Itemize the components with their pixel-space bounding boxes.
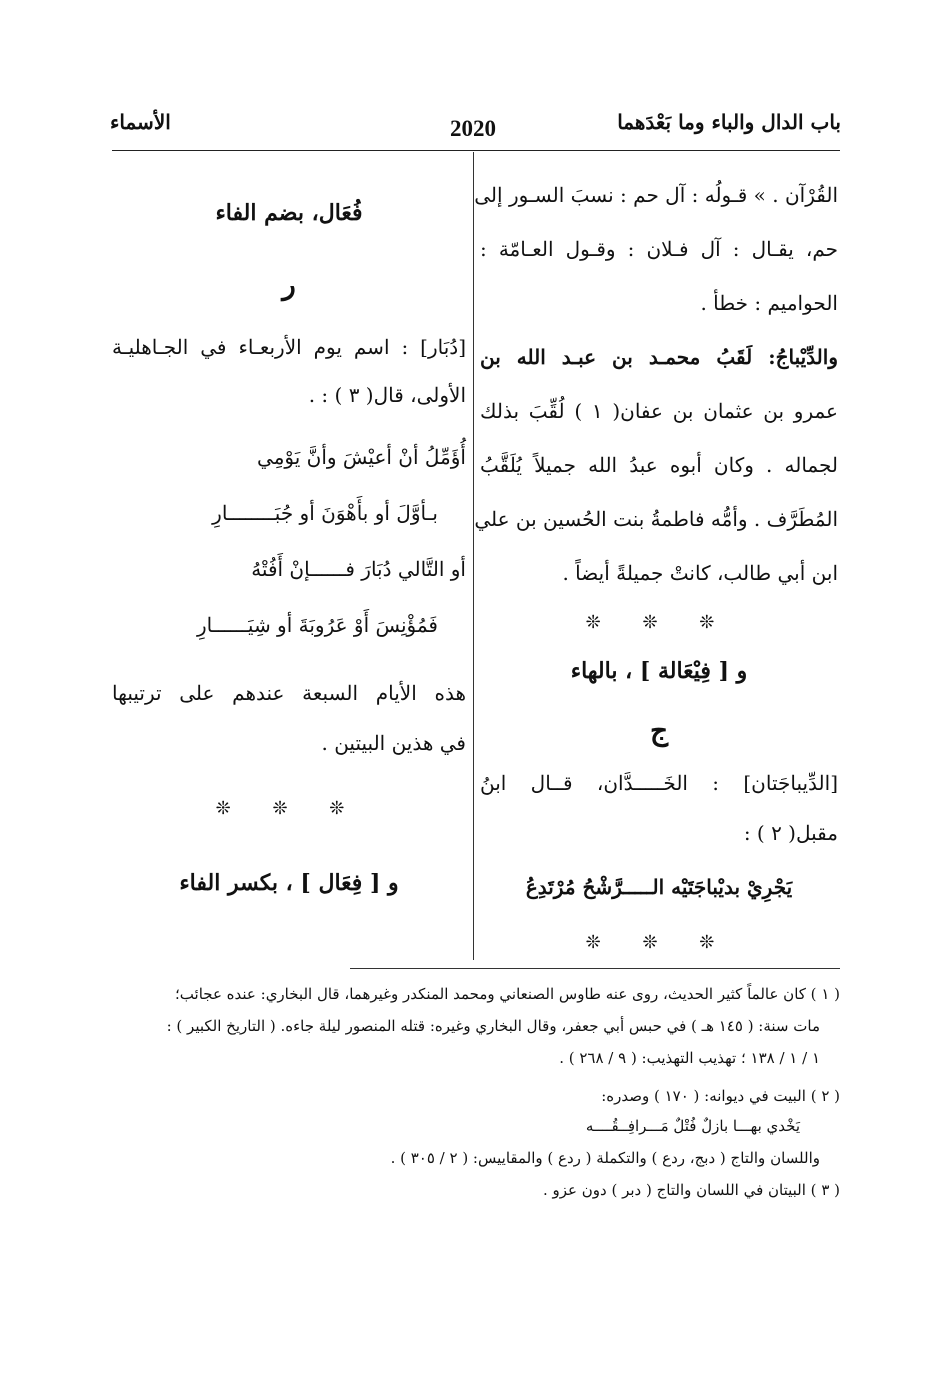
verse-line: أو التَّالي دُبَارَ فــــــإنْ أَفُتْهُ xyxy=(251,557,466,581)
footnote-line: ( ١ ) كان عالماً كثير الحديث، روى عنه طاوس الصنعاني ومحمد المنكدر وغيرهما، قال البخاري: عنده عجائب؛ xyxy=(175,985,840,1003)
section-separator-stars: ❊ ❊ ❊ xyxy=(585,612,733,633)
text-line: المُطَرَّف . وأمُّه فاطمةُ بنت الحُسين بن علي xyxy=(474,507,838,531)
section-separator-stars: ❊ ❊ ❊ xyxy=(585,932,733,953)
header-section-title: الأسماء xyxy=(110,110,171,134)
text-line: حم، يقـال : آل فـلان : وقـول العـامّة : xyxy=(480,237,838,261)
section-heading: و [ فِيْعَالة ] ، بالهاء xyxy=(570,658,748,684)
text-line: عمرو بن عثمان بن عفان( ١ ) لُقِّبَ بذلك xyxy=(480,399,838,423)
footnote-line: مات سنة: ( ١٤٥ هـ ) في حبس أبي جعفر، وقال البخاري وغيره: قتله المنصور ليلة جاءه. ( التاريخ الكبير ) : xyxy=(166,1017,820,1035)
text-line: القُرْآن . » قـولُه : آل حم : نسبَ السـور إلى xyxy=(474,183,838,207)
verse-line: يَجْرِيْ بديْباجَتَيْه الـــــرَّشْحُ مُرْتَدِعُ xyxy=(525,875,793,899)
header-chapter-title: باب الدال والباء وما بَعْدَهما xyxy=(617,110,841,134)
text-line: هذه الأيام السبعة عندهم على ترتيبها xyxy=(112,681,466,705)
footnote-line: ( ٢ ) البيت في ديوانه: ( ١٧٠ ) وصدره: xyxy=(601,1087,840,1105)
header-rule xyxy=(112,150,840,151)
text-line: لجماله . وكان أبوه عبدُ الله جميلاً يُلَقَّبُ xyxy=(480,453,838,477)
entry-dibaj: والدِّيْباجُ: لَقَبُ محمـد بن عبـد الله بن xyxy=(480,345,838,369)
footnote-line: ( ٣ ) البيتان في اللسان والتاج ( دبر ) دون عزو . xyxy=(542,1181,840,1199)
footnote-line: ١ / ١ / ١٣٨ ؛ تهذيب التهذيب: ( ٩ / ٢٦٨ ) . xyxy=(559,1049,820,1067)
column-divider xyxy=(473,152,474,960)
section-heading: و [ فِعَال ] ، بكسر الفاء xyxy=(179,870,399,896)
verse-line: أُؤَمِّلُ أنْ أعيْشَ وأنَّ يَوْمِي xyxy=(257,445,466,469)
text-line: مقبل( ٢ ) : xyxy=(743,821,838,845)
section-heading: فُعَال، بضم الفاء xyxy=(215,200,363,226)
text-line: في هذين البيتين . xyxy=(321,731,466,755)
footnote-rule xyxy=(350,968,840,969)
page-number: 2020 xyxy=(450,116,496,141)
verse-line: بـأوَّلَ أو بأَهْوَنَ أو جُبَــــــــارِ xyxy=(212,501,438,525)
entry-dubar: [دُبَار] : اسم يوم الأربعـاء في الجـاهليـة xyxy=(112,335,466,359)
entry-dibajatan: [الدِّيباجَتان] : الخَـــــدَّان، قــال ابنُ xyxy=(480,771,838,795)
text-line: الأولى، قال( ٣ ) : . xyxy=(308,383,466,407)
text-line: ابن أبي طالب، كانتْ جميلةً أيضاً . xyxy=(562,561,838,585)
letter-heading: ر xyxy=(282,268,296,301)
verse-line: فَمُؤْنِسَ أَوْ عَرُوبَةَ أو شِيَــــــارِ xyxy=(197,613,438,637)
letter-heading: ج xyxy=(649,714,669,747)
footnote-verse: يَخْدي بهـــا بازلٌ فُتْلٌ مَـــرافِــقُــــه xyxy=(585,1117,800,1135)
footnote-line: واللسان والتاج ( دبج، ردع ) والتكملة ( ردع ) والمقاييس: ( ٢ / ٣٠٥ ) . xyxy=(390,1149,820,1167)
section-separator-stars: ❊ ❊ ❊ xyxy=(215,798,363,819)
text-line: الحواميم : خطأ . xyxy=(700,291,838,315)
